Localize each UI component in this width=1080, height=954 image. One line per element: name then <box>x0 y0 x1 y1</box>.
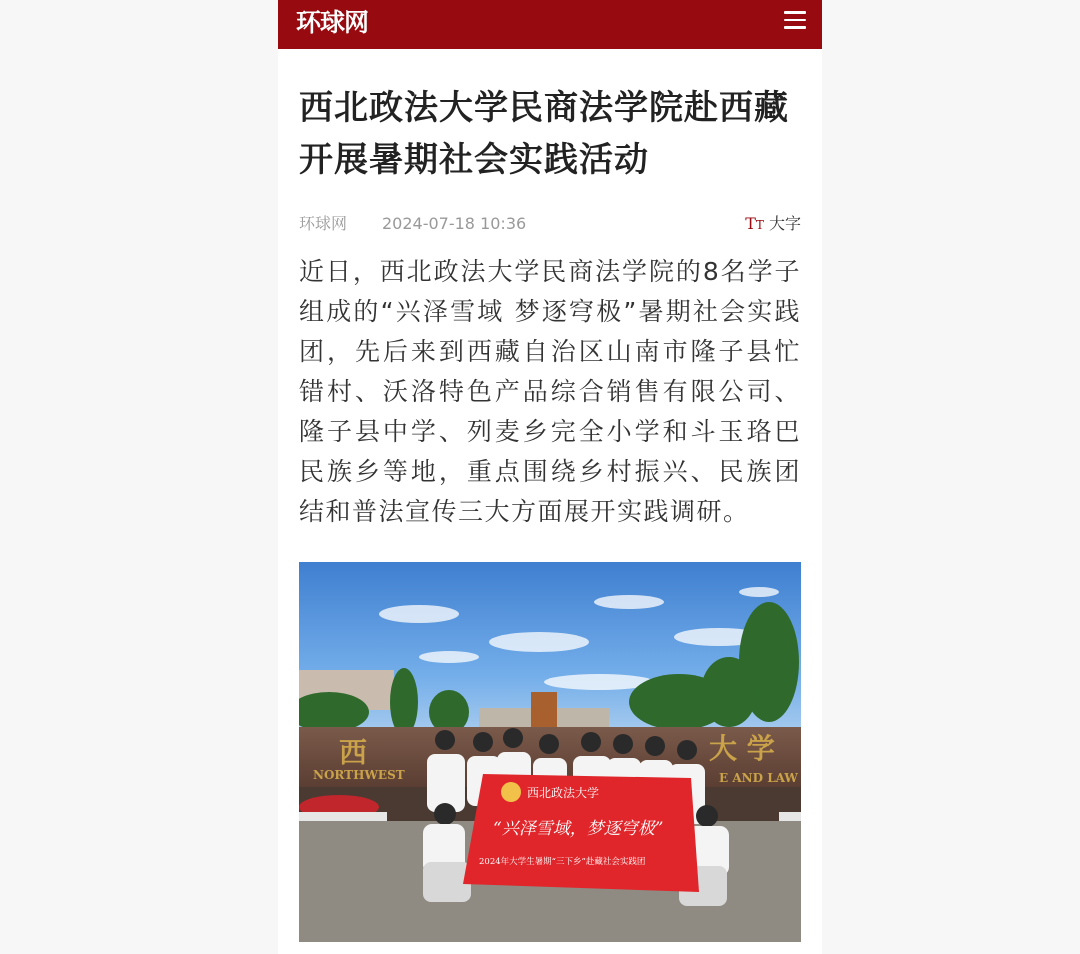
article-date: 2024-07-18 10:36 <box>382 214 527 233</box>
site-header <box>278 0 822 49</box>
hamburger-icon[interactable] <box>784 11 806 31</box>
article-content <box>278 82 822 942</box>
article-page <box>278 0 822 954</box>
article-photo[interactable] <box>299 562 801 942</box>
photo-banner-slogan: “兴泽雪域，梦逐穹极” <box>493 819 664 839</box>
article-meta <box>299 212 801 236</box>
font-size-label: 大字 <box>768 214 801 233</box>
article-paragraph: 近日，西北政法大学民商法学院的8名学子组成的“兴泽雪域 梦逐穹极”暑期社会实践团，先后来到西藏自治区山南市隆子县忙错村、沃洛特色产品综合销售有限公司、隆子县中学、列麦乡完全小学和斗玉珞巴民族乡等地，重点围绕乡村振兴、民族团结和普法宣传三大方面展开实践调研。 <box>299 257 801 526</box>
font-size-toggle[interactable] <box>745 212 801 237</box>
site-logo[interactable]: 环球网 <box>296 8 369 37</box>
photo-wall-char-right: 大 学 <box>709 732 775 765</box>
article-title: 西北政法大学民商法学院赴西藏开展暑期社会实践活动 <box>299 88 789 180</box>
photo-wall-text-right: E AND LAW <box>719 771 798 785</box>
photo-banner-subtitle: 2024年大学生暑期“三下乡”赴藏社会实践团 <box>479 857 646 867</box>
photo-wall-char-left: 西 <box>339 736 368 769</box>
photo-banner-logo: 西北政法大学 <box>527 786 600 800</box>
article-source[interactable]: 环球网 <box>299 214 348 233</box>
font-size-icon: TT <box>745 214 764 233</box>
photo-wall-text-left: NORTHWEST <box>313 768 405 782</box>
